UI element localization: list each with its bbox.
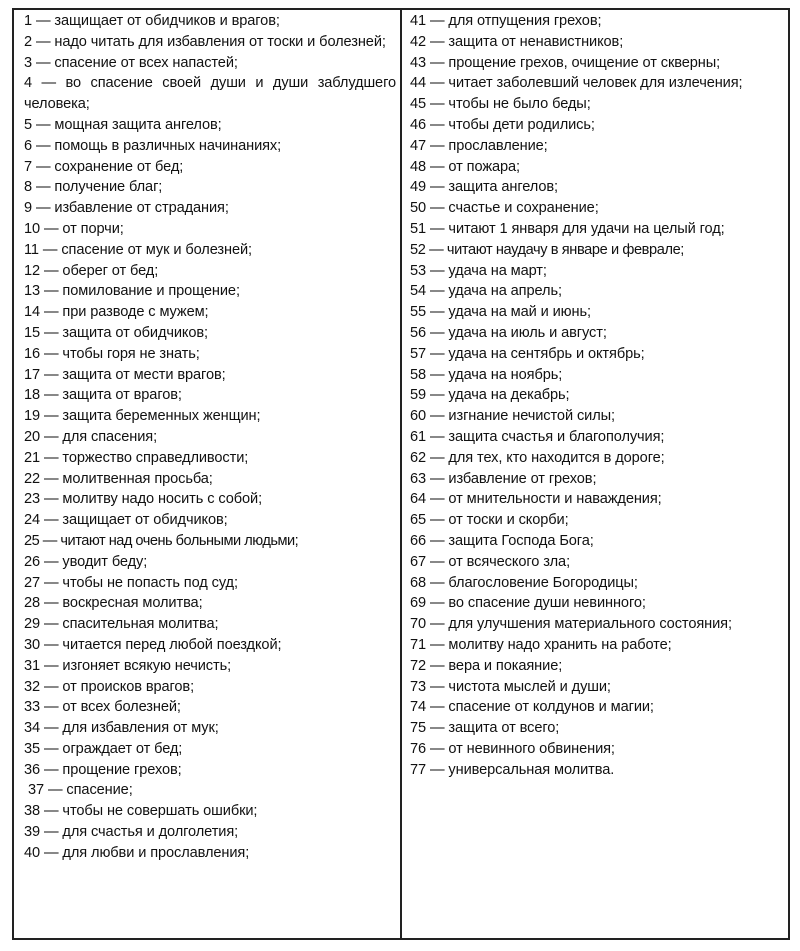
list-item: 13 — помилование и прощение; — [24, 283, 240, 300]
list-item: 63 — избавление от грехов; — [410, 470, 597, 487]
list-item: 17 — защита от мести врагов; — [24, 366, 226, 383]
prayer-purpose-table — [12, 8, 790, 940]
list-item: 46 — чтобы дети родились; — [410, 116, 595, 133]
list-item: 32 — от происков врагов; — [24, 678, 195, 695]
right-column — [402, 10, 788, 938]
list-item: 41 — для отпущения грехов; — [410, 13, 602, 29]
list-item: 29 — спасительная молитва; — [24, 616, 219, 633]
list-item: 15 — защита от обидчиков; — [24, 324, 208, 341]
list-item: 44 — читает заболевший человек для излечения; — [410, 75, 743, 92]
list-item: 71 — молитву надо хранить на работе; — [410, 636, 672, 653]
list-item: 14 — при разводе с мужем; — [24, 304, 209, 321]
list-item: 23 — молитву надо носить с собой; — [24, 491, 263, 508]
list-item: 40 — для любви и прославления; — [24, 844, 250, 861]
list-item: 70 — для улучшения материального состояния; — [410, 616, 732, 633]
list-item: 58 — удача на ноябрь; — [410, 366, 563, 383]
list-item: 12 — оберег от бед; — [24, 262, 159, 279]
list-item: 19 — защита беременных женщин; — [24, 408, 261, 425]
list-item: 22 — молитвенная просьба; — [24, 470, 213, 487]
list-item: 51 — читают 1 января для удачи на целый год; — [410, 220, 725, 237]
list-item: 10 — от порчи; — [24, 220, 124, 237]
list-item: 68 — благословение Богородицы; — [410, 574, 638, 591]
list-item: 18 — защита от врагов; — [24, 387, 182, 404]
list-item: 69 — во спасение души невинного; — [410, 595, 646, 612]
list-item: 7 — сохранение от бед; — [24, 158, 184, 175]
list-item: 4 — во спасение своей души и души заблудшего человека; — [24, 75, 396, 113]
list-item: 57 — удача на сентябрь и октябрь; — [410, 345, 645, 362]
list-item: 5 — мощная защита ангелов; — [24, 116, 222, 133]
left-column — [14, 10, 402, 938]
list-item: 33 — от всех болезней; — [24, 699, 181, 716]
list-item: 21 — торжество справедливости; — [24, 449, 249, 466]
list-item: 39 — для счастья и долголетия; — [24, 824, 239, 841]
list-item: 75 — защита от всего; — [410, 720, 560, 737]
list-item: 59 — удача на декабрь; — [410, 387, 570, 404]
list-item: 37 — спасение; — [28, 782, 133, 799]
list-item: 31 — изгоняет всякую нечисть; — [24, 657, 232, 674]
list-item: 30 — читается перед любой поездкой; — [24, 636, 282, 653]
list-item: 3 — спасение от всех напастей; — [24, 54, 238, 71]
list-item: 38 — чтобы не совершать ошибки; — [24, 803, 258, 820]
list-item: 48 — от пожара; — [410, 158, 520, 175]
list-item: 62 — для тех, кто находится в дороге; — [410, 449, 665, 466]
list-item: 11 — спасение от мук и болезней; — [24, 241, 252, 258]
list-item: 66 — защита Господа Бога; — [410, 532, 594, 549]
list-item: 61 — защита счастья и благополучия; — [410, 428, 665, 445]
list-item: 20 — для спасения; — [24, 428, 158, 445]
list-item: 16 — чтобы горя не знать; — [24, 345, 200, 362]
list-item: 72 — вера и покаяние; — [410, 657, 563, 674]
list-item: 73 — чистота мыслей и души; — [410, 678, 611, 695]
list-item: 27 — чтобы не попасть под суд; — [24, 574, 238, 591]
list-item: 34 — для избавления от мук; — [24, 720, 219, 737]
list-item: 76 — от невинного обвинения; — [410, 740, 615, 757]
list-item: 56 — удача на июль и август; — [410, 324, 607, 341]
list-item: 77 — универсальная молитва. — [410, 761, 615, 778]
list-item: 6 — помощь в различных начинаниях; — [24, 137, 282, 154]
list-item: 54 — удача на апрель; — [410, 283, 562, 300]
list-item: 65 — от тоски и скорби; — [410, 512, 569, 529]
list-item: 2 — надо читать для избавления от тоски и болезней; — [24, 33, 386, 50]
list-item: 24 — защищает от обидчиков; — [24, 512, 228, 529]
list-item: 67 — от всяческого зла; — [410, 553, 571, 570]
list-item: 26 — уводит беду; — [24, 553, 148, 570]
list-item: 47 — прославление; — [410, 137, 548, 154]
list-item: 55 — удача на май и июнь; — [410, 304, 591, 321]
list-item: 74 — спасение от колдунов и магии; — [410, 699, 654, 716]
list-item: 43 — прощение грехов, очищение от скверны; — [410, 54, 721, 71]
list-item: 36 — прощение грехов; — [24, 761, 182, 778]
list-item: 8 — получение благ; — [24, 179, 163, 196]
list-item: 49 — защита ангелов; — [410, 179, 559, 196]
list-item: 52 — читают наудачу в январе и феврале; — [410, 241, 684, 258]
list-item: 35 — ограждает от бед; — [24, 740, 183, 757]
list-item: 64 — от мнительности и наваждения; — [410, 491, 662, 508]
list-item: 28 — воскресная молитва; — [24, 595, 203, 612]
list-item: 45 — чтобы не было беды; — [410, 96, 591, 113]
list-item: 9 — избавление от страдания; — [24, 200, 229, 217]
list-item: 60 — изгнание нечистой силы; — [410, 408, 615, 425]
list-item: 50 — счастье и сохранение; — [410, 200, 599, 217]
list-item: 42 — защита от ненавистников; — [410, 33, 624, 50]
list-item: 1 — защищает от обидчиков и врагов; — [24, 13, 280, 29]
list-item: 25 — читают над очень больными людьми; — [24, 532, 299, 549]
list-item: 53 — удача на март; — [410, 262, 547, 279]
